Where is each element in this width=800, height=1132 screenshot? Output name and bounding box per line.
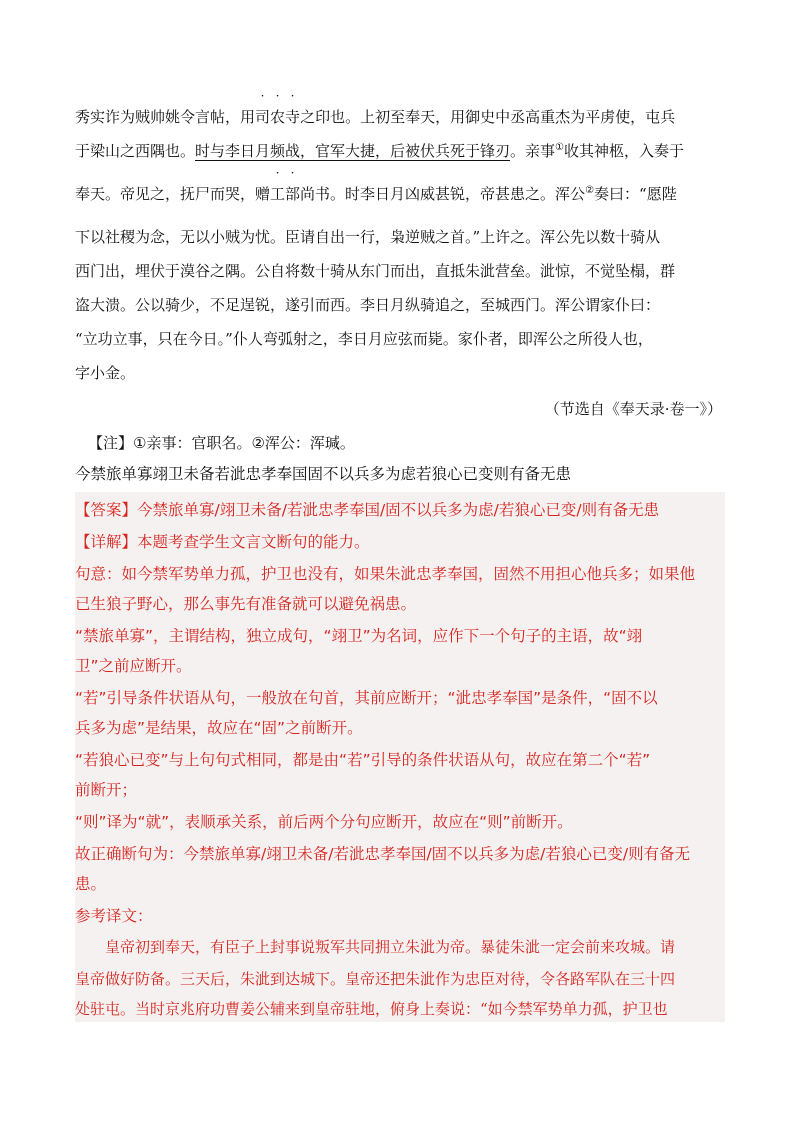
passage-line [75,89,725,134]
passage-line: 盗大溃。公以骑少，不足逞锐，遂引而西。李日月纵骑追之，至城西门。浑公谓家仆曰： [75,296,661,314]
annotation-note: 【注】①亲事：官职名。②浑公：浑瑊。 [88,434,355,452]
passage-text: 秀实诈为贼帅姚令言帖，用 [75,108,256,126]
translation-line: 皇帝做好防备。三天后，朱泚到达城下。皇帝还把朱泚作为忠臣对待，令各路军队在三十四 [75,970,676,988]
answer-label: 【答案】 [75,501,138,519]
passage-text: 之印也。上初至奉天，用御史中丞高重杰为平虏使，屯兵 [300,108,676,126]
explanation-line: 前断开； [75,781,138,799]
detail-text: 本题考查学生文言文断句的能力。 [137,533,370,551]
explanation-line: 已生狼子野心，那么事先有准备就可以避免祸患。 [75,595,417,613]
explanation-line: “则”译为“就”，表顺承关系，前后两个分句应断开，故应在“则”前断开。 [75,813,573,831]
passage-text: 收其神柩，入奏于 [564,142,685,160]
explanation-line: 兵多为虑”是结果，故应在“固”之前断开。 [75,719,363,737]
passage-line: “立功立事，只在今日。”仆人弯弧射之，李日月应弦而毙。家仆者，即浑公之所役人也， [75,330,653,348]
detail-label: 【详解】 [75,533,138,551]
passage-line: 西门出，埋伏于漠谷之隅。公自将数十骑从东门而出，直抵朱泚营垒。泚惊，不觉坠榻，群 [75,262,676,280]
passage-text: 。亲事 [510,142,556,160]
dotted-char: · 寺 [285,89,301,126]
passage-line [75,134,725,168]
dotted-char: · 农 [270,89,286,126]
passage-text: 奉天。帝见之，抚尸而哭，赠 [75,185,271,203]
dotted-char: · 工 [270,166,286,203]
passage-text: 尚书。时李日月凶威甚锐，帝甚患之。浑公 [300,185,586,203]
passage-text: 奏曰：“愿陛 [594,185,677,203]
explanation-line: 句意：如今禁军势单力孤，护卫也没有，如果朱泚忠孝奉国，固然不用担心他兵多；如果他 [75,565,696,583]
answer-text: 今禁旅单寡/翊卫未备/若泚忠孝奉国/固不以兵多为虑/若狼心已变/则有备无患 [137,501,660,519]
dotted-char: · 司 [255,89,271,126]
source-citation: （节选自《奉天录·卷一》） [544,400,722,418]
underlined-sentence: 时与李日月频战，官军大捷，后被伏兵死于锋刃 [195,142,511,160]
footnote-mark: ② [585,185,595,196]
classical-passage [75,89,725,390]
reference-label: 参考译文： [75,907,153,925]
answer-explanation-block [75,492,725,1022]
passage-line [75,168,725,220]
explanation-line: “若”引导条件状语从句，一般放在句首，其前应断开；“泚忠孝奉国”是条件，“固不以 [75,689,658,707]
passage-text: 于梁山之西隅也。 [75,142,196,160]
detail-line [75,530,370,552]
answer-line [75,498,659,520]
explanation-line: 患。 [75,875,107,893]
explanation-line: 故正确断句为：今禁旅单寡/翊卫未备/若泚忠孝奉国/固不以兵多为虑/若狼心已变/则有备无 [75,845,691,863]
footnote-mark: ① [555,142,565,153]
explanation-line: “禁旅单寡”，主谓结构，独立成句，“翊卫”为名词，应作下一个句子的主语，故“翊 [75,627,643,645]
translation-line: 皇帝初到奉天，有臣子上封事说叛军共同拥立朱泚为帝。暴徒朱泚一定会前来攻城。请 [105,938,676,956]
explanation-line: 卫”之前应断开。 [75,657,192,675]
question-text: 今禁旅单寡翊卫未备若泚忠孝奉国固不以兵多为虑若狼心已变则有备无患 [75,465,572,483]
passage-line: 下以社稷为念，无以小贼为忧。臣请自出一行，枭逆贼之首。”上许之。浑公先以数十骑从 [75,228,661,246]
passage-line: 字小金。 [75,364,136,382]
explanation-line: “若狼心已变”与上句句式相同，都是由“若”引导的条件状语从句，故应在第二个“若” [75,751,651,769]
translation-line: 处驻屯。当时京兆府功曹姜公辅来到皇帝驻地，俯身上奏说：“如今禁军势单力孤，护卫也 [75,1000,668,1018]
dotted-char: · 部 [285,166,301,203]
